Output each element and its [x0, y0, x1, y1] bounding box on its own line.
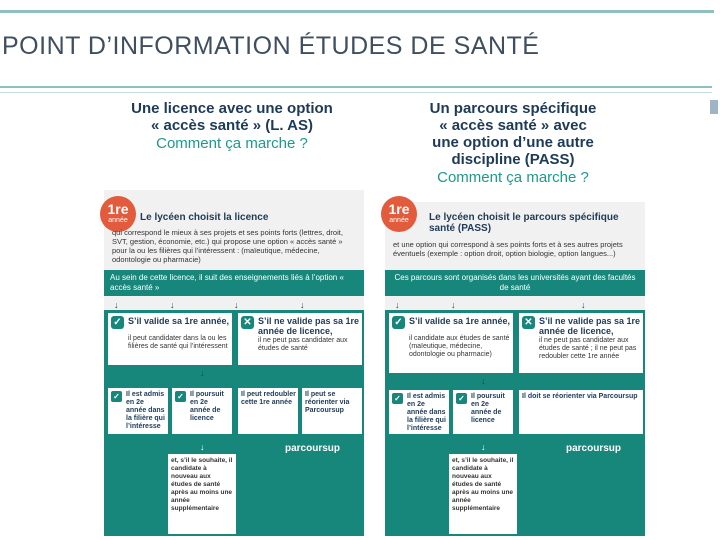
las-sub-repeat-text: Il peut redoubler cette 1re année	[241, 391, 296, 406]
badge-number: 1re	[107, 201, 129, 217]
las-choose-title: Le lycéen choisit la licence	[140, 212, 269, 223]
scroll-indicator[interactable]	[710, 100, 718, 114]
las-no-box	[238, 313, 362, 365]
pass-final-text: et, s’il le souhaite, il candidate à nouveau aux études de santé après au moins une année supplémentaire	[449, 454, 517, 534]
pass-choose-title: Le lycéen choisit le parcours spécifique santé (PASS)	[429, 212, 619, 234]
las-no-text: il ne peut pas candidater aux études de santé	[258, 337, 348, 352]
badge-number: 1re	[388, 201, 410, 217]
las-sub-repeat	[238, 388, 298, 434]
pass-heading-line: discipline (PASS)	[451, 151, 575, 168]
pass-sub-reorient-text: Il doit se réorienter via Parcoursup	[522, 393, 638, 400]
badge-year: année	[389, 217, 409, 224]
pass-yes-title: S’il valide sa 1re année,	[409, 316, 511, 326]
pass-heading-line: « accès santé » avec	[439, 117, 587, 134]
pass-heading-line: une option d’une autre	[432, 134, 594, 151]
las-heading	[100, 100, 364, 134]
pass-infographic	[381, 100, 645, 536]
las-subheading: Comment ça marche ?	[156, 135, 308, 152]
check-icon: ✓	[111, 391, 122, 402]
las-yes-title: S’il valide sa 1re année,	[128, 316, 230, 326]
check-icon: ✓	[392, 393, 403, 404]
pass-band-text: Ces parcours sont organisés dans les universités ayant des facultés de santé	[394, 273, 636, 292]
arrow-down-icon: ↓	[581, 300, 586, 310]
las-sub-admitted	[108, 388, 168, 434]
title-divider	[0, 86, 712, 88]
check-icon: ✓	[175, 391, 186, 402]
arrow-down-icon: ↓	[234, 300, 239, 310]
badge-year: année	[108, 217, 128, 224]
parcoursup-logo: parcoursup	[285, 443, 341, 454]
arrow-down-icon: ↓	[481, 442, 486, 452]
top-accent-bar	[0, 10, 714, 13]
check-icon: ✓	[456, 393, 467, 404]
las-heading-line: « accès santé » (L. AS)	[150, 117, 314, 134]
arrow-down-icon: ↓	[395, 300, 400, 310]
las-sub-continue	[172, 388, 232, 434]
pass-sub-continue	[453, 390, 513, 434]
las-arrows-row	[104, 300, 364, 310]
las-sub-reorient	[302, 388, 362, 434]
las-infographic	[100, 100, 364, 536]
arrow-down-icon: ↓	[300, 300, 305, 310]
pass-no-box	[519, 313, 643, 373]
las-yes-text: il peut candidater dans la ou les filières de santé qui l’intéressent	[128, 335, 228, 350]
arrow-down-icon: ↓	[170, 300, 175, 310]
pass-no-text: il ne peut pas candidater aux études de santé ; il ne peut pas redoubler cette 1re année	[539, 337, 637, 360]
page-title: POINT D’INFORMATION ÉTUDES DE SANTÉ	[2, 32, 540, 60]
las-choose-description: qui correspond le mieux à ses projets et ses points forts (lettres, droit, SVT, gestion, économie, etc.) qui propose une option « accès santé » pour la ou les filières qui l’intéressent : (maïeutique, médecine, odontologie ou pharmacie)	[112, 228, 343, 264]
arrow-down-icon: ↓	[200, 442, 205, 452]
pass-heading	[381, 100, 645, 168]
arrow-down-icon: ↓	[451, 300, 456, 310]
check-icon: ✓	[111, 316, 124, 329]
las-final-text: et, s’il le souhaite, il candidate à nouveau aux études de santé après au moins une année supplémentaire	[168, 454, 236, 534]
cross-icon: ✕	[522, 316, 535, 329]
pass-yes-box	[389, 313, 513, 373]
parcoursup-logo: parcoursup	[566, 443, 622, 454]
pass-sub-admitted	[389, 390, 449, 434]
las-yes-box	[108, 313, 232, 365]
las-sub-continue-text: Il poursuit en 2e année de licence	[190, 391, 224, 422]
pass-choose-description: et une option qui correspond à ses points forts et à ses autres projets éventuels (exemple : option droit, option biologie, option langues...)	[393, 240, 623, 258]
las-heading-line: Une licence avec une option	[131, 100, 333, 117]
arrow-down-icon: ↓	[114, 300, 119, 310]
las-no-title: S’il ne valide pas sa 1re année de licence,	[258, 316, 360, 336]
las-band-text: Au sein de cette licence, il suit des enseignements liés à l’option « accès santé »	[110, 273, 344, 292]
pass-heading-line: Un parcours spécifique	[429, 100, 597, 117]
pass-yes-text: il candidate aux études de santé (maïeutique, médecine, odontologie ou pharmacie)	[409, 335, 510, 358]
title-divider-thin	[0, 92, 712, 93]
las-first-year-badge	[100, 196, 136, 232]
pass-sub-admitted-text: Il est admis en 2e année dans la filière qui l’intéresse	[407, 393, 446, 432]
pass-arrows-row	[385, 300, 645, 310]
las-sub-admitted-text: Il est admis en 2e année dans la filière qui l’intéresse	[126, 391, 165, 430]
pass-sub-reorient	[519, 390, 643, 434]
check-icon: ✓	[392, 316, 405, 329]
pass-first-year-badge	[381, 196, 417, 232]
las-sub-reorient-text: Il peut se réorienter via Parcoursup	[305, 391, 350, 414]
pass-sub-continue-text: Il poursuit en 2e année de licence	[471, 393, 505, 424]
arrow-down-icon: ↓	[481, 376, 486, 386]
cross-icon: ✕	[241, 316, 254, 329]
pass-no-title: S’il ne valide pas sa 1re année de licence,	[539, 316, 641, 336]
arrow-down-icon: ↓	[200, 368, 205, 378]
pass-subheading: Comment ça marche ?	[437, 169, 589, 186]
